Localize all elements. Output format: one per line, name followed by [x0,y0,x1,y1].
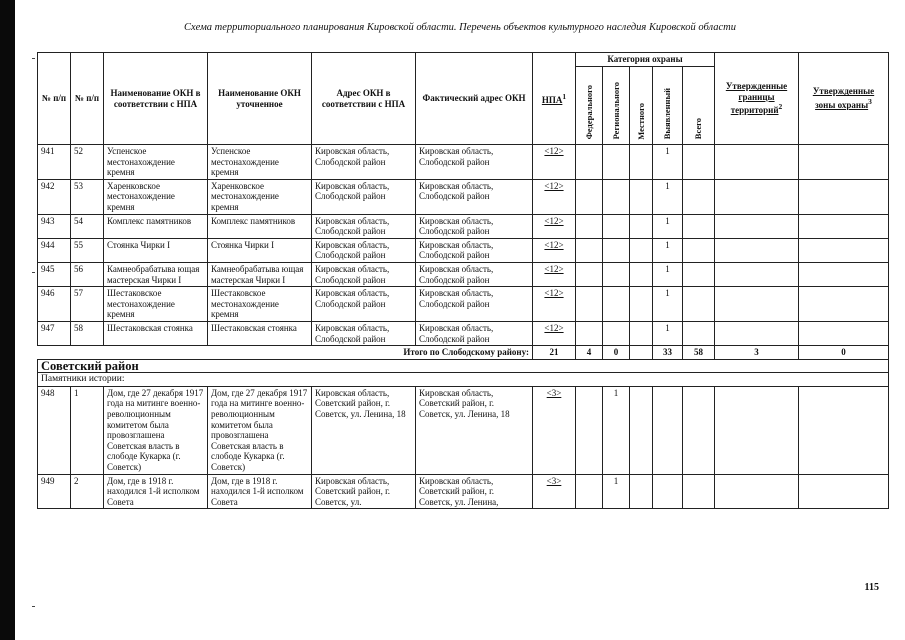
object-name-npa: Успенское местонахождение кремня [104,145,208,180]
col-name-precise: Наименование ОКН уточненное [208,53,312,145]
cell-local [630,474,653,509]
row-num-1: 941 [38,145,71,180]
footnote-2-marker: 2 [778,102,783,112]
npa-ref: <12> [533,287,576,322]
object-name-npa: Комплекс памятников [104,214,208,238]
header-row [38,53,889,67]
cell-regional [603,287,630,322]
cell-federal [576,179,603,214]
total-all: 58 [683,346,715,360]
cell-identified [653,474,683,509]
scan-edge-bar [0,0,15,640]
npa-ref: <12> [533,321,576,345]
address-actual: Кировская область, Советский район, г. Советск, ул. Ленина, 18 [416,386,533,474]
npa-ref: <3> [533,474,576,509]
object-name-precise: Комплекс памятников [208,214,312,238]
row-num-1: 949 [38,474,71,509]
col-approved-borders-label: Утвержденные границы территорий [725,81,788,116]
cell-local [630,262,653,286]
cell-identified: 1 [653,179,683,214]
object-name-precise: Харенковское местонахождение кремня [208,179,312,214]
col-cat-federal [576,67,603,145]
address-actual: Кировская область, Слободской район [416,179,533,214]
row-num-2: 57 [71,287,104,322]
cell-local [630,287,653,322]
object-name-npa: Харенковское местонахождение кремня [104,179,208,214]
cell-local [630,238,653,262]
col-cat-identified-label: Выявленный [662,88,673,140]
npa-ref: <3> [533,386,576,474]
npa-ref: <12> [533,238,576,262]
cell-federal [576,321,603,345]
cell-total [683,145,715,180]
cell-zones [799,287,889,322]
cell-regional: 1 [603,386,630,474]
cell-zones [799,179,889,214]
cell-identified: 1 [653,321,683,345]
cell-federal [576,287,603,322]
npa-ref: <12> [533,214,576,238]
row-num-1: 945 [38,262,71,286]
cell-identified: 1 [653,214,683,238]
row-num-1: 944 [38,238,71,262]
cell-regional [603,238,630,262]
row-num-1: 947 [38,321,71,345]
cell-local [630,321,653,345]
col-category-group: Категория охраны [576,53,715,67]
margin-mark [32,606,35,607]
address-npa: Кировская область, Советский район, г. Советск, ул. [312,474,416,509]
page-number: 115 [864,582,879,593]
address-actual: Кировская область, Слободской район [416,321,533,345]
cell-borders [715,214,799,238]
cell-borders [715,179,799,214]
row-num-1: 946 [38,287,71,322]
col-approved-zones [799,53,889,145]
cell-federal [576,386,603,474]
total-federal: 4 [576,346,603,360]
row-num-2: 2 [71,474,104,509]
cell-borders [715,474,799,509]
address-actual: Кировская область, Слободской район [416,262,533,286]
total-identified: 33 [653,346,683,360]
heritage-objects-table [37,52,889,509]
table-row [38,287,889,322]
cell-local [630,214,653,238]
table-row [38,321,889,345]
col-address-actual: Фактический адрес ОКН [416,53,533,145]
object-name-precise: Дом, где в 1918 г. находился 1-й исполком Совета [208,474,312,509]
address-npa: Кировская область, Слободской район [312,321,416,345]
address-npa: Кировская область, Слободской район [312,287,416,322]
col-cat-federal-label: Федерального [583,85,594,140]
cell-identified: 1 [653,145,683,180]
total-npa: 21 [533,346,576,360]
cell-zones [799,474,889,509]
cell-borders [715,238,799,262]
cell-zones [799,262,889,286]
table-row [38,262,889,286]
table-row [38,179,889,214]
row-num-1: 943 [38,214,71,238]
total-regional: 0 [603,346,630,360]
npa-ref: <12> [533,262,576,286]
col-approved-zones-label: Утвержденные зоны охраны [812,86,875,110]
row-num-2: 52 [71,145,104,180]
cell-total [683,474,715,509]
cell-federal [576,214,603,238]
cell-total [683,287,715,322]
object-name-npa: Шестаковское местонахождение кремня [104,287,208,322]
cell-local [630,145,653,180]
margin-mark [32,272,35,273]
col-cat-total-label: Всего [693,118,704,140]
cell-local [630,179,653,214]
row-num-2: 1 [71,386,104,474]
cell-zones [799,321,889,345]
col-address-npa: Адрес ОКН в соответствии с НПА [312,53,416,145]
col-name-npa: Наименование ОКН в соответствии с НПА [104,53,208,145]
row-num-2: 58 [71,321,104,345]
cell-zones [799,214,889,238]
cell-regional [603,262,630,286]
object-name-precise: Дом, где 27 декабря 1917 года на митинге военно-революционным комитетом была провозглашена Советская власть в слободе Кукарка (г. Советск) [208,386,312,474]
cell-total [683,321,715,345]
cell-regional [603,214,630,238]
cell-zones [799,145,889,180]
object-name-precise: Шестаковское местонахождение кремня [208,287,312,322]
document-title: Схема территориального планирования Кировской области. Перечень объектов культурного наследия Кировской области [184,22,736,33]
col-cat-local [630,67,653,145]
district-title: Советский район [38,359,889,373]
table-row [38,145,889,180]
cell-total [683,238,715,262]
object-name-precise: Стоянка Чирки I [208,238,312,262]
col-num-pp-2: № п/п [71,53,104,145]
cell-federal [576,238,603,262]
table-row [38,386,889,474]
col-approved-borders [715,53,799,145]
col-cat-regional [603,67,630,145]
table-row [38,214,889,238]
address-npa: Кировская область, Слободской район [312,145,416,180]
table-row [38,474,889,509]
district-total-row [38,346,889,360]
total-zones: 0 [799,346,889,360]
table-row [38,238,889,262]
col-npa-label: НПА [541,94,563,105]
address-npa: Кировская область, Слободской район [312,179,416,214]
object-name-precise: Шестаковская стоянка [208,321,312,345]
address-actual: Кировская область, Слободской район [416,287,533,322]
cell-borders [715,262,799,286]
cell-identified: 1 [653,287,683,322]
address-actual: Кировская область, Слободской район [416,145,533,180]
object-name-npa: Стоянка Чирки I [104,238,208,262]
cell-total [683,214,715,238]
address-npa: Кировская область, Слободской район [312,262,416,286]
total-borders: 3 [715,346,799,360]
cell-identified: 1 [653,238,683,262]
row-num-1: 942 [38,179,71,214]
total-label: Итого по Слободскому району: [38,346,533,360]
cell-federal [576,262,603,286]
section-row [38,359,889,373]
address-actual: Кировская область, Советский район, г. Советск, ул. Ленина, [416,474,533,509]
address-actual: Кировская область, Слободской район [416,238,533,262]
cell-regional [603,145,630,180]
address-actual: Кировская область, Слободской район [416,214,533,238]
cell-zones [799,238,889,262]
margin-mark [32,58,35,59]
cell-borders [715,287,799,322]
cell-federal [576,145,603,180]
object-name-npa: Дом, где в 1918 г. находился 1-й исполком Совета [104,474,208,509]
col-num-pp-1: № п/п [38,53,71,145]
footnote-3-marker: 3 [868,97,872,106]
cell-regional [603,321,630,345]
address-npa: Кировская область, Советский район, г. Советск, ул. Ленина, 18 [312,386,416,474]
total-local [630,346,653,360]
object-name-precise: Камнеобрабатыва ющая мастерская Чирки I [208,262,312,286]
npa-ref: <12> [533,179,576,214]
object-name-precise: Успенское местонахождение кремня [208,145,312,180]
cell-local [630,386,653,474]
col-cat-identified [653,67,683,145]
row-num-2: 56 [71,262,104,286]
row-num-2: 55 [71,238,104,262]
cell-borders [715,386,799,474]
cell-total [683,262,715,286]
cell-federal [576,474,603,509]
cell-total [683,386,715,474]
cell-regional [603,179,630,214]
cell-regional: 1 [603,474,630,509]
col-cat-total [683,67,715,145]
cell-identified: 1 [653,262,683,286]
row-num-1: 948 [38,386,71,474]
subsection-row [38,373,889,387]
col-cat-local-label: Местного [635,102,646,140]
cell-total [683,179,715,214]
cell-identified [653,386,683,474]
footnote-1-marker: 1 [562,91,567,101]
cell-zones [799,386,889,474]
category-title: Памятники истории: [38,373,889,387]
object-name-npa: Дом, где 27 декабря 1917 года на митинге военно-революционным комитетом была провозглашена Советская власть в слободе Кукарка (г. Советск) [104,386,208,474]
row-num-2: 53 [71,179,104,214]
col-npa [533,53,576,145]
row-num-2: 54 [71,214,104,238]
npa-ref: <12> [533,145,576,180]
cell-borders [715,321,799,345]
address-npa: Кировская область, Слободской район [312,214,416,238]
object-name-npa: Шестаковская стоянка [104,321,208,345]
address-npa: Кировская область, Слободской район [312,238,416,262]
cell-borders [715,145,799,180]
object-name-npa: Камнеобрабатыва ющая мастерская Чирки I [104,262,208,286]
col-cat-regional-label: Регионального [610,82,621,140]
